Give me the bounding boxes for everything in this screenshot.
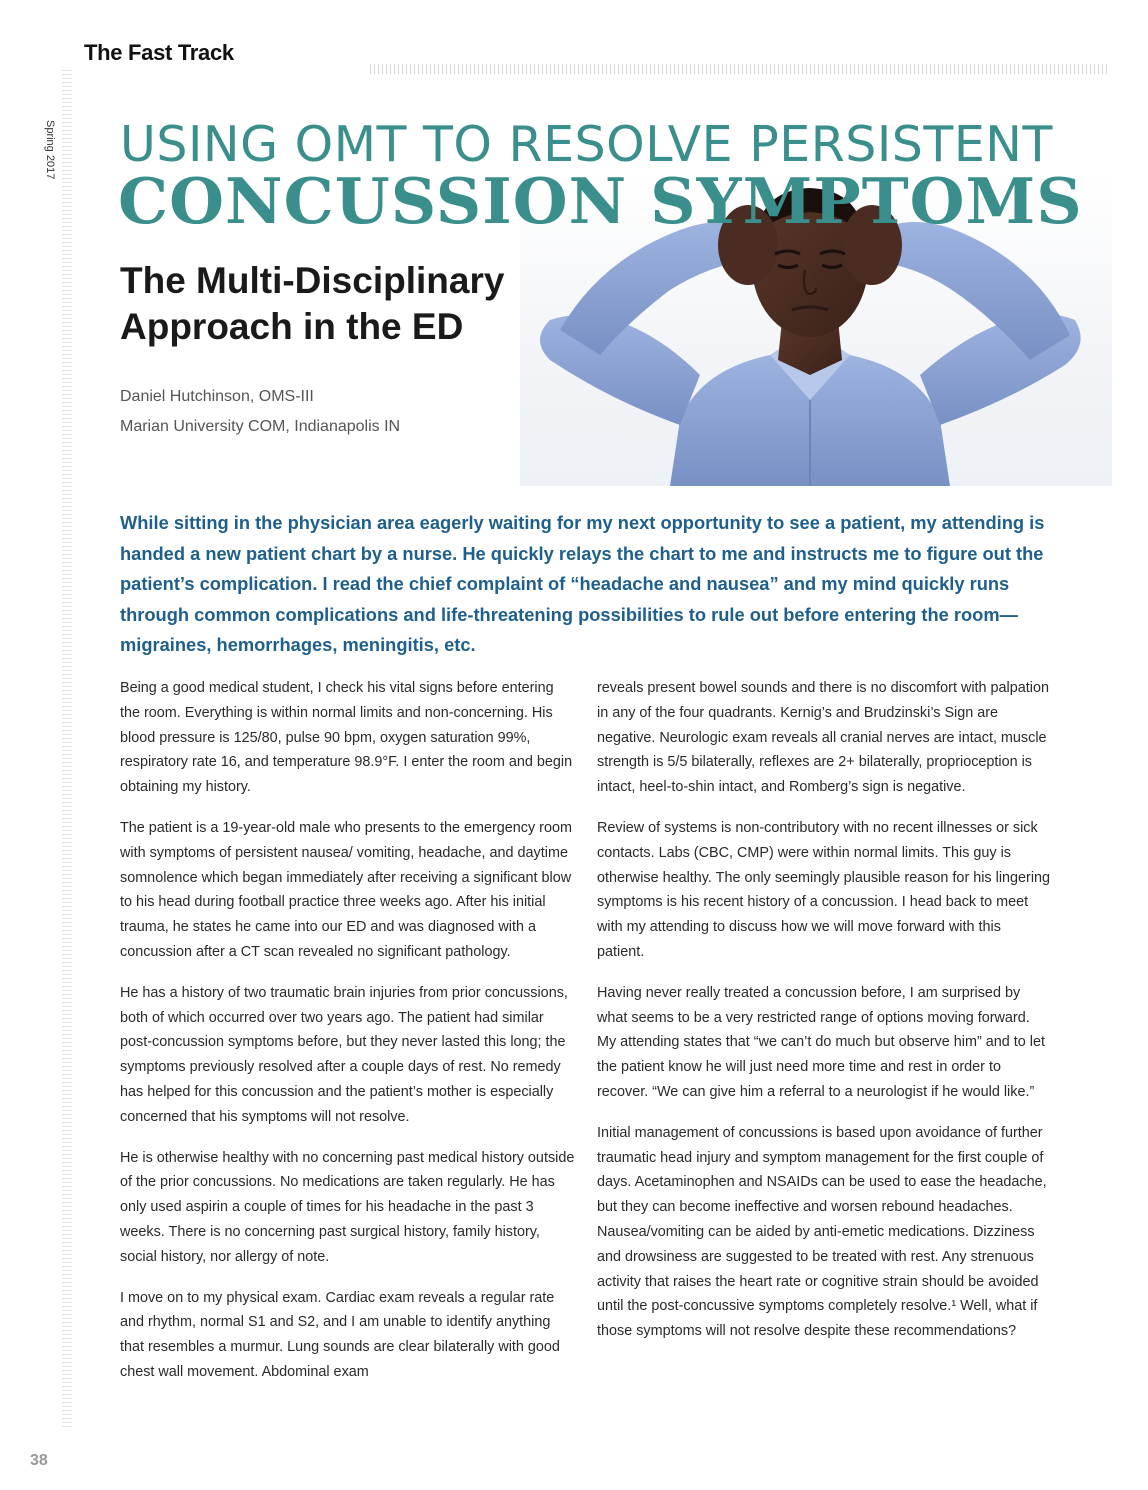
body-column-left: [120, 676, 575, 1401]
byline: [120, 382, 400, 442]
page-number: 38: [30, 1452, 48, 1469]
body-paragraph: Having never really treated a concussion before, I am surprised by what seems to be a very restricted range of options moving forward. My attending states that “we can’t do much but observe him” and to let the patient know he will just need more time and rest in order to recover. “We can give him a referral to a neurologist if he would like.”: [597, 984, 1045, 1100]
lead-paragraph: While sitting in the physician area eagerly waiting for my next opportunity to see a patient, my attending is handed a new patient chart by a nurse. He quickly relays the chart to me and instructs me to figure out the patient’s complication. I read the chief complaint of “headache and nausea” and my mind quickly runs through common complications and life-threatening possibilities to rule out before entering the room—migraines, hemorrhages, meningitis, etc.: [120, 512, 1045, 655]
article-subtitle: The Multi-Disciplinary Approach in the ED: [120, 260, 505, 347]
body-paragraph: He is otherwise healthy with no concerning past medical history outside of the prior concussions. No medications are taken regularly. He has only used aspirin a couple of times for his headache in the past 3 weeks. There is no concerning past surgical history, family history, social history, nor allergy of note.: [120, 1149, 575, 1265]
body-paragraph: reveals present bowel sounds and there is no discomfort with palpation in any of the four quadrants. Kernig’s and Brudzinski’s Sign are negative. Neurologic exam reveals all cranial nerves are intact, muscle strength is 5/5 bilaterally, reflexes are 2+ bilaterally, proprioception is intact, heel-to-shin intact, and Romberg’s sign is negative.: [597, 680, 1049, 796]
article-title-line-2: CONCUSSION SYMPTOMS: [118, 164, 1083, 238]
body-paragraph: I move on to my physical exam. Cardiac exam reveals a regular rate and rhythm, normal S1 and S2, and I am unable to identify anything that resembles a murmur. Lung sounds are clear bilaterally with good chest wall movement. Abdominal exam: [120, 1289, 560, 1380]
section-label: The Fast Track: [84, 40, 234, 65]
body-paragraph: He has a history of two traumatic brain injuries from prior concussions, both of which occurred over two years ago. The patient had similar post-concussion symptoms before, but they never lasted this long; the symptoms previously resolved after a couple days of rest. No remedy has helped for this concussion and the patient’s mother is especially concerned that his symptoms will not resolve.: [120, 984, 568, 1125]
body-column-right: [597, 676, 1052, 1360]
author-name: Daniel Hutchinson, OMS-III: [120, 388, 314, 405]
author-affiliation: Marian University COM, Indianapolis IN: [120, 418, 401, 435]
side-dotted-rule: [62, 70, 72, 1430]
body-paragraph: Initial management of concussions is based upon avoidance of further traumatic head injury and symptom management for the first couple of days. Acetaminophen and NSAIDs can be used to ease the headache, but they can become ineffective and worsen rebound headaches. Nausea/vomiting can be aided by anti-emetic medications. Dizziness and drowsiness are suggested to be treated with rest. Any strenuous activity that raises the heart rate or cognitive strain should be avoided until the post-concussive symptoms completely resolve.¹ Well, what if those symptoms will not resolve despite these recommendations?: [597, 1124, 1047, 1340]
body-paragraph: Review of systems is non-contributory with no recent illnesses or sick contacts. Labs (CBC, CMP) were within normal limits. This guy is otherwise healthy. The only seemingly plausible reason for his lingering symptoms is his recent history of a concussion. I head back to meet with my attending to discuss how we will move forward with this patient.: [597, 819, 1051, 960]
body-paragraph: Being a good medical student, I check his vital signs before entering the room. Everything is within normal limits and non-concerning. His blood pressure is 125/80, pulse 90 bpm, oxygen saturation 99%, respiratory rate 16, and temperature 98.9°F. I enter the room and begin obtaining my history.: [120, 680, 573, 796]
body-paragraph: The patient is a 19-year-old male who presents to the emergency room with symptoms of persistent nausea/ vomiting, headache, and daytime somnolence which began immediately after receiving a significant blow to his head during football practice three weeks ago. After his initial trauma, he states he came into our ED and was diagnosed with a concussion after a CT scan revealed no significant pathology.: [120, 819, 572, 960]
header-dotted-rule: [370, 64, 1110, 74]
issue-label: Spring 2017: [44, 120, 56, 180]
article-title-line-1: USING OMT TO RESOLVE PERSISTENT: [120, 116, 1053, 173]
